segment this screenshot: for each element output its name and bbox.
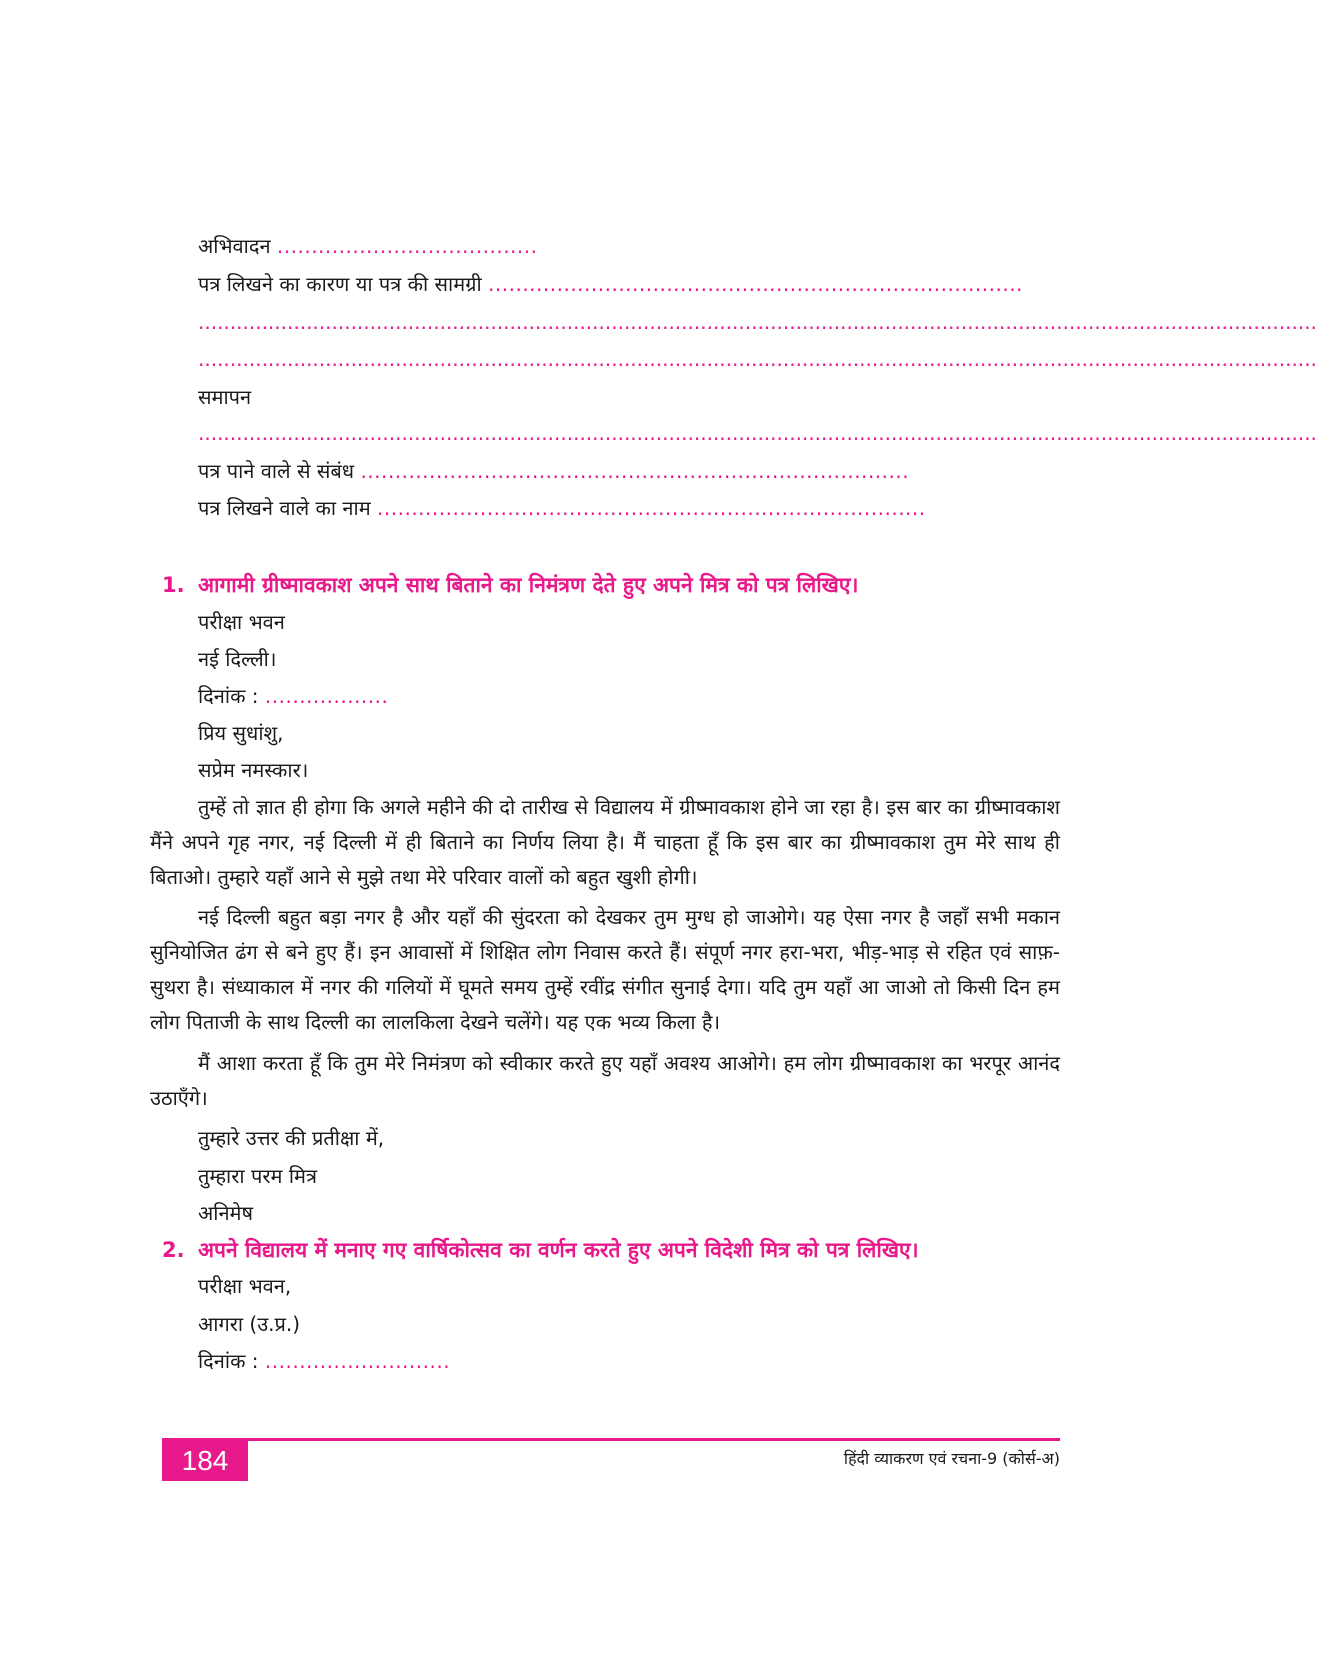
closing-label: समापन (198, 385, 252, 409)
blank-line-2: ................................................................................................................................................................................ (198, 347, 1317, 371)
book-title: हिंदी व्याकरण एवं रचना-9 (कोर्स-अ) (843, 1449, 1060, 1468)
content-label: पत्र लिखने का कारण या पत्र की सामग्री (198, 272, 482, 296)
blank-line-3: ................................................................................................................................................................................ (198, 421, 1317, 445)
q1-paragraph-2: नई दिल्ली बहुत बड़ा नगर है और यहाँ की सुंदरता को देखकर तुम मुग्ध हो जाओगे। यह ऐसा नगर है जहाँ सभी मकान सुनियोजित ढंग से बने हुए हैं। इन आवासों में शिक्षित लोग निवास करते हैं। संपूर्ण नगर हरा-भरा, भीड़-भाड़ से रहित एवं साफ़-सुथरा है। संध्याकाल में नगर की गलियों में घूमते समय तुम्हें रवींद्र संगीत सुनाई देगा। यदि तुम यहाँ आ जाओ तो किसी दिन हम लोग पिताजी के साथ दिल्ली का लालकिला देखने चलेंगे। यह एक भव्य किला है। (150, 905, 1060, 1034)
relation-dots: ................................................................................ (360, 459, 910, 483)
q1-greeting: प्रिय सुधांशु, (198, 721, 284, 745)
relation-label: पत्र पाने वाले से संबंध (198, 459, 355, 483)
q1-date-row (198, 683, 388, 709)
blank-line-1: ................................................................................................................................................................................ (198, 310, 1317, 334)
salutation-label: अभिवादन (198, 234, 271, 258)
relation-row (198, 458, 909, 484)
q1-closing-2: तुम्हारा परम मित्र (198, 1164, 317, 1188)
q2-address-line-2: आगरा (उ.प्र.) (198, 1312, 301, 1336)
q1-salutation: सप्रेम नमस्कार। (198, 758, 309, 782)
salutation-dots: ...................................... (276, 234, 538, 258)
question-1-number: 1. (162, 573, 185, 597)
question-1-title: आगामी ग्रीष्मावकाश अपने साथ बिताने का निमंत्रण देते हुए अपने मित्र को पत्र लिखिए। (198, 573, 859, 597)
q1-date-label: दिनांक : (198, 684, 259, 708)
q1-address-line-1: परीक्षा भवन (198, 610, 285, 634)
salutation-row (198, 233, 538, 259)
q2-date-row (198, 1348, 450, 1374)
q2-address-line-1: परीक्षा भवन, (198, 1274, 292, 1298)
question-2-number: 2. (162, 1238, 185, 1262)
q1-paragraph-1: तुम्हें तो ज्ञात ही होगा कि अगले महीने की दो तारीख से विद्यालय में ग्रीष्मावकाश होने जा रहा है। इस बार का ग्रीष्मावकाश मैंने अपने गृह नगर, नई दिल्ली में ही बिताने का निर्णय लिया है। मैं चाहता हूँ कि इस बार का ग्रीष्मावकाश तुम मेरे साथ ही बिताओ। तुम्हारे यहाँ आने से मुझे तथा मेरे परिवार वालों को बहुत खुशी होगी। (150, 795, 1060, 889)
sender-row (198, 495, 926, 521)
page-number: 184 (162, 1441, 248, 1481)
q2-date-label: दिनांक : (198, 1349, 259, 1373)
content-row (198, 271, 1023, 297)
q1-signature: अनिमेष (198, 1201, 254, 1225)
q1-address-line-2: नई दिल्ली। (198, 647, 277, 671)
footer-rule (162, 1438, 1060, 1441)
question-2-title: अपने विद्यालय में मनाए गए वार्षिकोत्सव का वर्णन करते हुए अपने विदेशी मित्र को पत्र लिखिए। (198, 1238, 919, 1262)
q1-paragraph-3: मैं आशा करता हूँ कि तुम मेरे निमंत्रण को स्वीकार करते हुए यहाँ अवश्य आओगे। हम लोग ग्रीष्मावकाश का भरपूर आनंद उठाएँगे। (150, 1051, 1060, 1110)
sender-label: पत्र लिखने वाले का नाम (198, 496, 371, 520)
q1-closing-1: तुम्हारे उत्तर की प्रतीक्षा में, (198, 1126, 385, 1150)
sender-dots: ................................................................................ (377, 496, 926, 520)
q2-date-dots: ........................... (264, 1349, 451, 1373)
content-dots: .............................................................................. (488, 272, 1023, 296)
q1-date-dots: .................. (264, 684, 389, 708)
